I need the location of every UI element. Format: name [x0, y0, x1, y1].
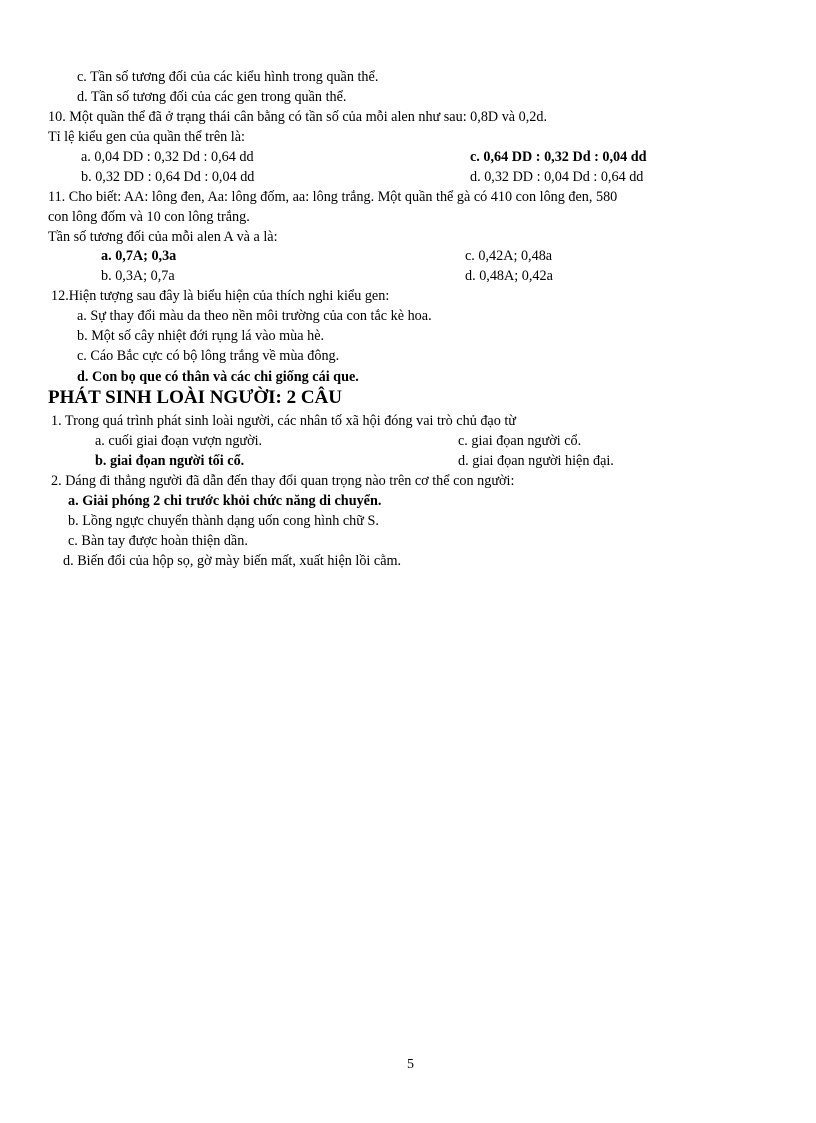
p2-option-a-answer: a. Giải phóng 2 chi trước khỏi chức năng di chuyển. [68, 493, 382, 509]
q11-option-c: c. 0,42A; 0,48a [465, 248, 553, 264]
q12-option-b: b. Một số cây nhiệt đới rụng lá vào mùa hè. [77, 328, 325, 344]
p1-option-d: d. giai đọan người hiện đại. [458, 453, 614, 469]
q11-stem: 11. Cho biết: AA: lông đen, Aa: lông đốm, aa: lông trắng. Một quần thể gà có 410 con lông đen, 580 [48, 189, 618, 205]
q10-option-b: b. 0,32 DD : 0,64 Dd : 0,04 dd [81, 169, 255, 185]
q9-option-d: d. Tần số tương đối của các gen trong quần thể. [77, 89, 347, 105]
p2-option-b: b. Lồng ngực chuyển thành dạng uốn cong hình chữ S. [68, 513, 379, 529]
q12-stem: 12.Hiện tượng sau đây là biểu hiện của thích nghi kiểu gen: [51, 288, 390, 304]
q10-option-a: a. 0,04 DD : 0,32 Dd : 0,64 dd [81, 149, 254, 165]
q12-option-c: c. Cáo Bắc cực có bộ lông trắng về mùa đông. [77, 348, 340, 364]
q12-option-d-answer: d. Con bọ que có thân và các chi giống cái que. [77, 369, 359, 385]
p2-stem: 2. Dáng đi thẳng người đã dẫn đến thay đổi quan trọng nào trên cơ thể con người: [51, 473, 515, 489]
q12-option-a: a. Sự thay đổi màu da theo nền môi trường của con tắc kè hoa. [77, 308, 432, 324]
q11-option-d: d. 0,48A; 0,42a [465, 268, 553, 284]
q11-stem-question: Tần số tương đối của mỗi alen A và a là: [48, 229, 278, 245]
p1-option-c: c. giai đọan người cổ. [458, 433, 582, 449]
page-number: 5 [407, 1057, 414, 1072]
section-heading: PHÁT SINH LOÀI NGƯỜI: 2 CÂU [48, 387, 342, 408]
p2-option-d: d. Biến đổi của hộp sọ, gờ mày biến mất, xuất hiện lồi cằm. [63, 553, 402, 569]
p1-option-a: a. cuối giai đoạn vượn người. [95, 433, 263, 449]
q10-option-c-answer: c. 0,64 DD : 0,32 Dd : 0,04 dd [470, 149, 647, 165]
q11-stem-cont: con lông đốm và 10 con lông trắng. [48, 209, 250, 225]
p1-stem: 1. Trong quá trình phát sinh loài người, các nhân tố xã hội đóng vai trò chủ đạo từ [51, 413, 516, 429]
p1-option-b-answer: b. giai đọan người tối cổ. [95, 453, 245, 469]
p2-option-c: c. Bàn tay được hoàn thiện dần. [68, 533, 248, 549]
q11-option-b: b. 0,3A; 0,7a [101, 268, 175, 284]
q9-option-c: c. Tần số tương đối của các kiểu hình trong quần thể. [77, 69, 379, 85]
q10-option-d: d. 0,32 DD : 0,04 Dd : 0,64 dd [470, 169, 644, 185]
q10-stem: 10. Một quần thể đã ở trạng thái cân bằng có tần số của mỗi alen như sau: 0,8D và 0,2d. [48, 109, 548, 125]
q11-option-a-answer: a. 0,7A; 0,3a [101, 248, 177, 264]
q10-stem-cont: Tỉ lệ kiểu gen của quần thể trên là: [48, 129, 245, 145]
